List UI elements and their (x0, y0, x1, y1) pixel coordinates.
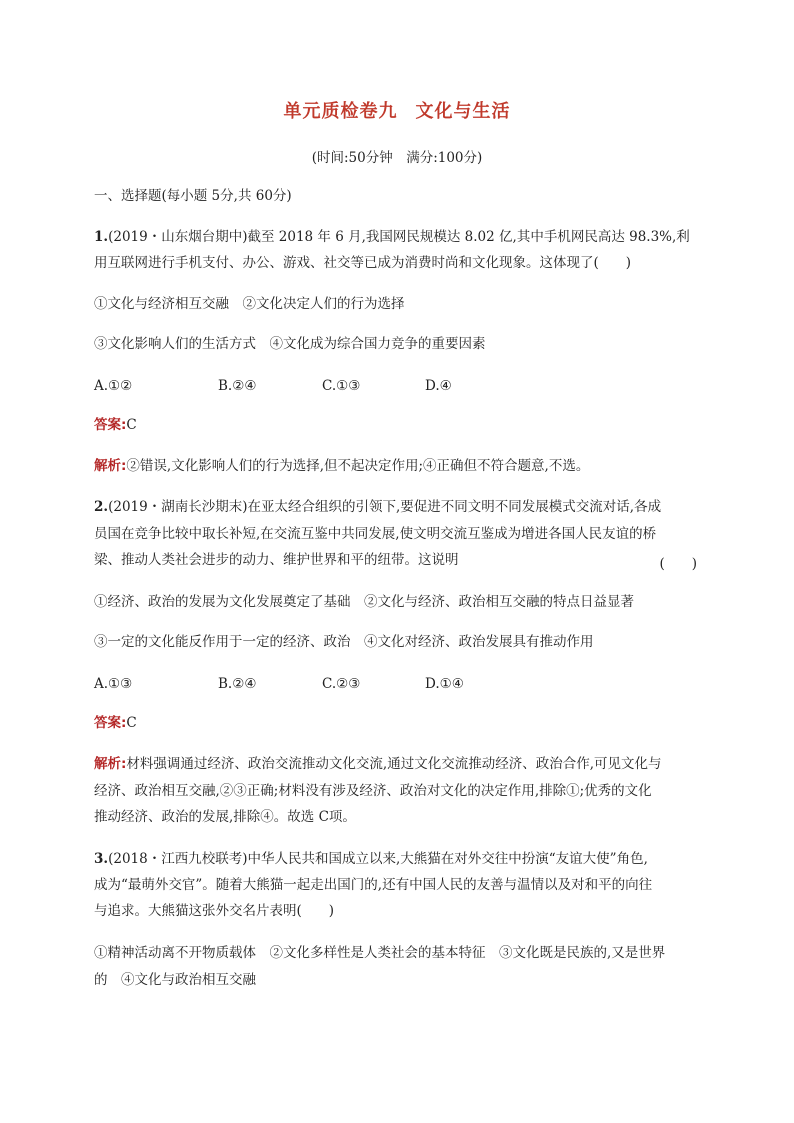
question-1-answer (94, 412, 137, 438)
title-topic: 文化与生活 (415, 101, 511, 122)
question-number: 1. (94, 229, 109, 245)
question-2-line-1: 2.(2019・湖南长沙期末)在亚太经合组织的引领下,要促进不同文明不同发展模式交流对话,各成 (94, 499, 662, 515)
choice-d: D.④ (425, 378, 452, 394)
question-number: 3. (94, 851, 109, 867)
choice-c: C.②③ (322, 676, 361, 692)
choice-c: C.①③ (322, 378, 361, 394)
answer-value: C (126, 715, 137, 731)
answer-label: 答案: (94, 715, 127, 731)
choice-a: A.①② (94, 378, 133, 394)
title-main: 单元质检卷九 (283, 101, 398, 122)
question-2-analysis-line-2: 经济、政治相互交融,②③正确;材料没有涉及经济、政治对文化的决定作用,排除①;优秀的文化 (94, 783, 652, 799)
answer-blank: ( ) (659, 556, 697, 572)
analysis-label: 解析: (94, 458, 127, 474)
answer-label: 答案: (94, 417, 127, 433)
analysis-label: 解析: (94, 756, 127, 772)
question-1-analysis: 解析:②错误,文化影响人们的行为选择,但不起决定作用;④正确但不符合题意,不选。 (94, 458, 590, 474)
question-2-line-2: 员国在竞争比较中取长补短,在交流互鉴中共同发展,使文明交流互鉴成为增进各国人民友谊的桥 (94, 526, 657, 542)
question-1-line-2: 用互联网进行手机支付、办公、游戏、社交等已成为消费时尚和文化现象。这体现了( ) (94, 255, 632, 271)
exam-time-info: (时间:50分钟 满分:100分) (311, 150, 483, 166)
question-number: 2. (94, 499, 109, 515)
choice-b: B.②④ (218, 676, 257, 692)
question-3-option-line-1: ①精神活动离不开物质载体 ②文化多样性是人类社会的基本特征 ③文化既是民族的,又是世界 (94, 945, 666, 961)
choice-d: D.①④ (425, 676, 464, 692)
question-1-line-1: 1.(2019・山东烟台期中)截至 2018 年 6 月,我国网民规模达 8.02 亿,其中手机网民高达 98.3%,利 (94, 229, 690, 245)
question-1-option-line-2: ③文化影响人们的生活方式 ④文化成为综合国力竞争的重要因素 (94, 336, 486, 352)
question-2-answer (94, 710, 137, 736)
choice-a: A.①③ (94, 676, 133, 692)
question-2-line-3: 梁、推动人类社会进步的动力、维护世界和平的纽带。这说明 (94, 552, 459, 568)
question-2-option-line-2: ③一定的文化能反作用于一定的经济、政治 ④文化对经济、政治发展具有推动作用 (94, 634, 594, 650)
choice-b: B.②④ (218, 378, 257, 394)
question-2-analysis-line-1: 解析:材料强调通过经济、政治交流推动文化交流,通过文化交流推动经济、政治合作,可见文化与 (94, 756, 662, 772)
section-heading: 一、选择题(每小题 5分,共 60分) (94, 188, 292, 204)
question-2-option-line-1: ①经济、政治的发展为文化发展奠定了基础 ②文化与经济、政治相互交融的特点日益显著 (94, 594, 634, 610)
page-title (0, 97, 794, 123)
answer-value: C (126, 417, 137, 433)
question-3-line-3: 与追求。大熊猫这张外交名片表明( ) (94, 903, 335, 919)
question-3-line-1: 3.(2018・江西九校联考)中华人民共和国成立以来,大熊猫在对外交往中扮演“友谊大使”角色, (94, 851, 648, 867)
question-3-option-line-2: 的 ④文化与政治相互交融 (94, 972, 256, 988)
question-1-option-line-1: ①文化与经济相互交融 ②文化决定人们的行为选择 (94, 296, 405, 312)
question-3-line-2: 成为“最萌外交官”。随着大熊猫一起走出国门的,还有中国人民的友善与温情以及对和平的向往 (94, 877, 653, 893)
question-2-analysis-line-3: 推动经济、政治的发展,排除④。故选 C项。 (94, 809, 356, 825)
